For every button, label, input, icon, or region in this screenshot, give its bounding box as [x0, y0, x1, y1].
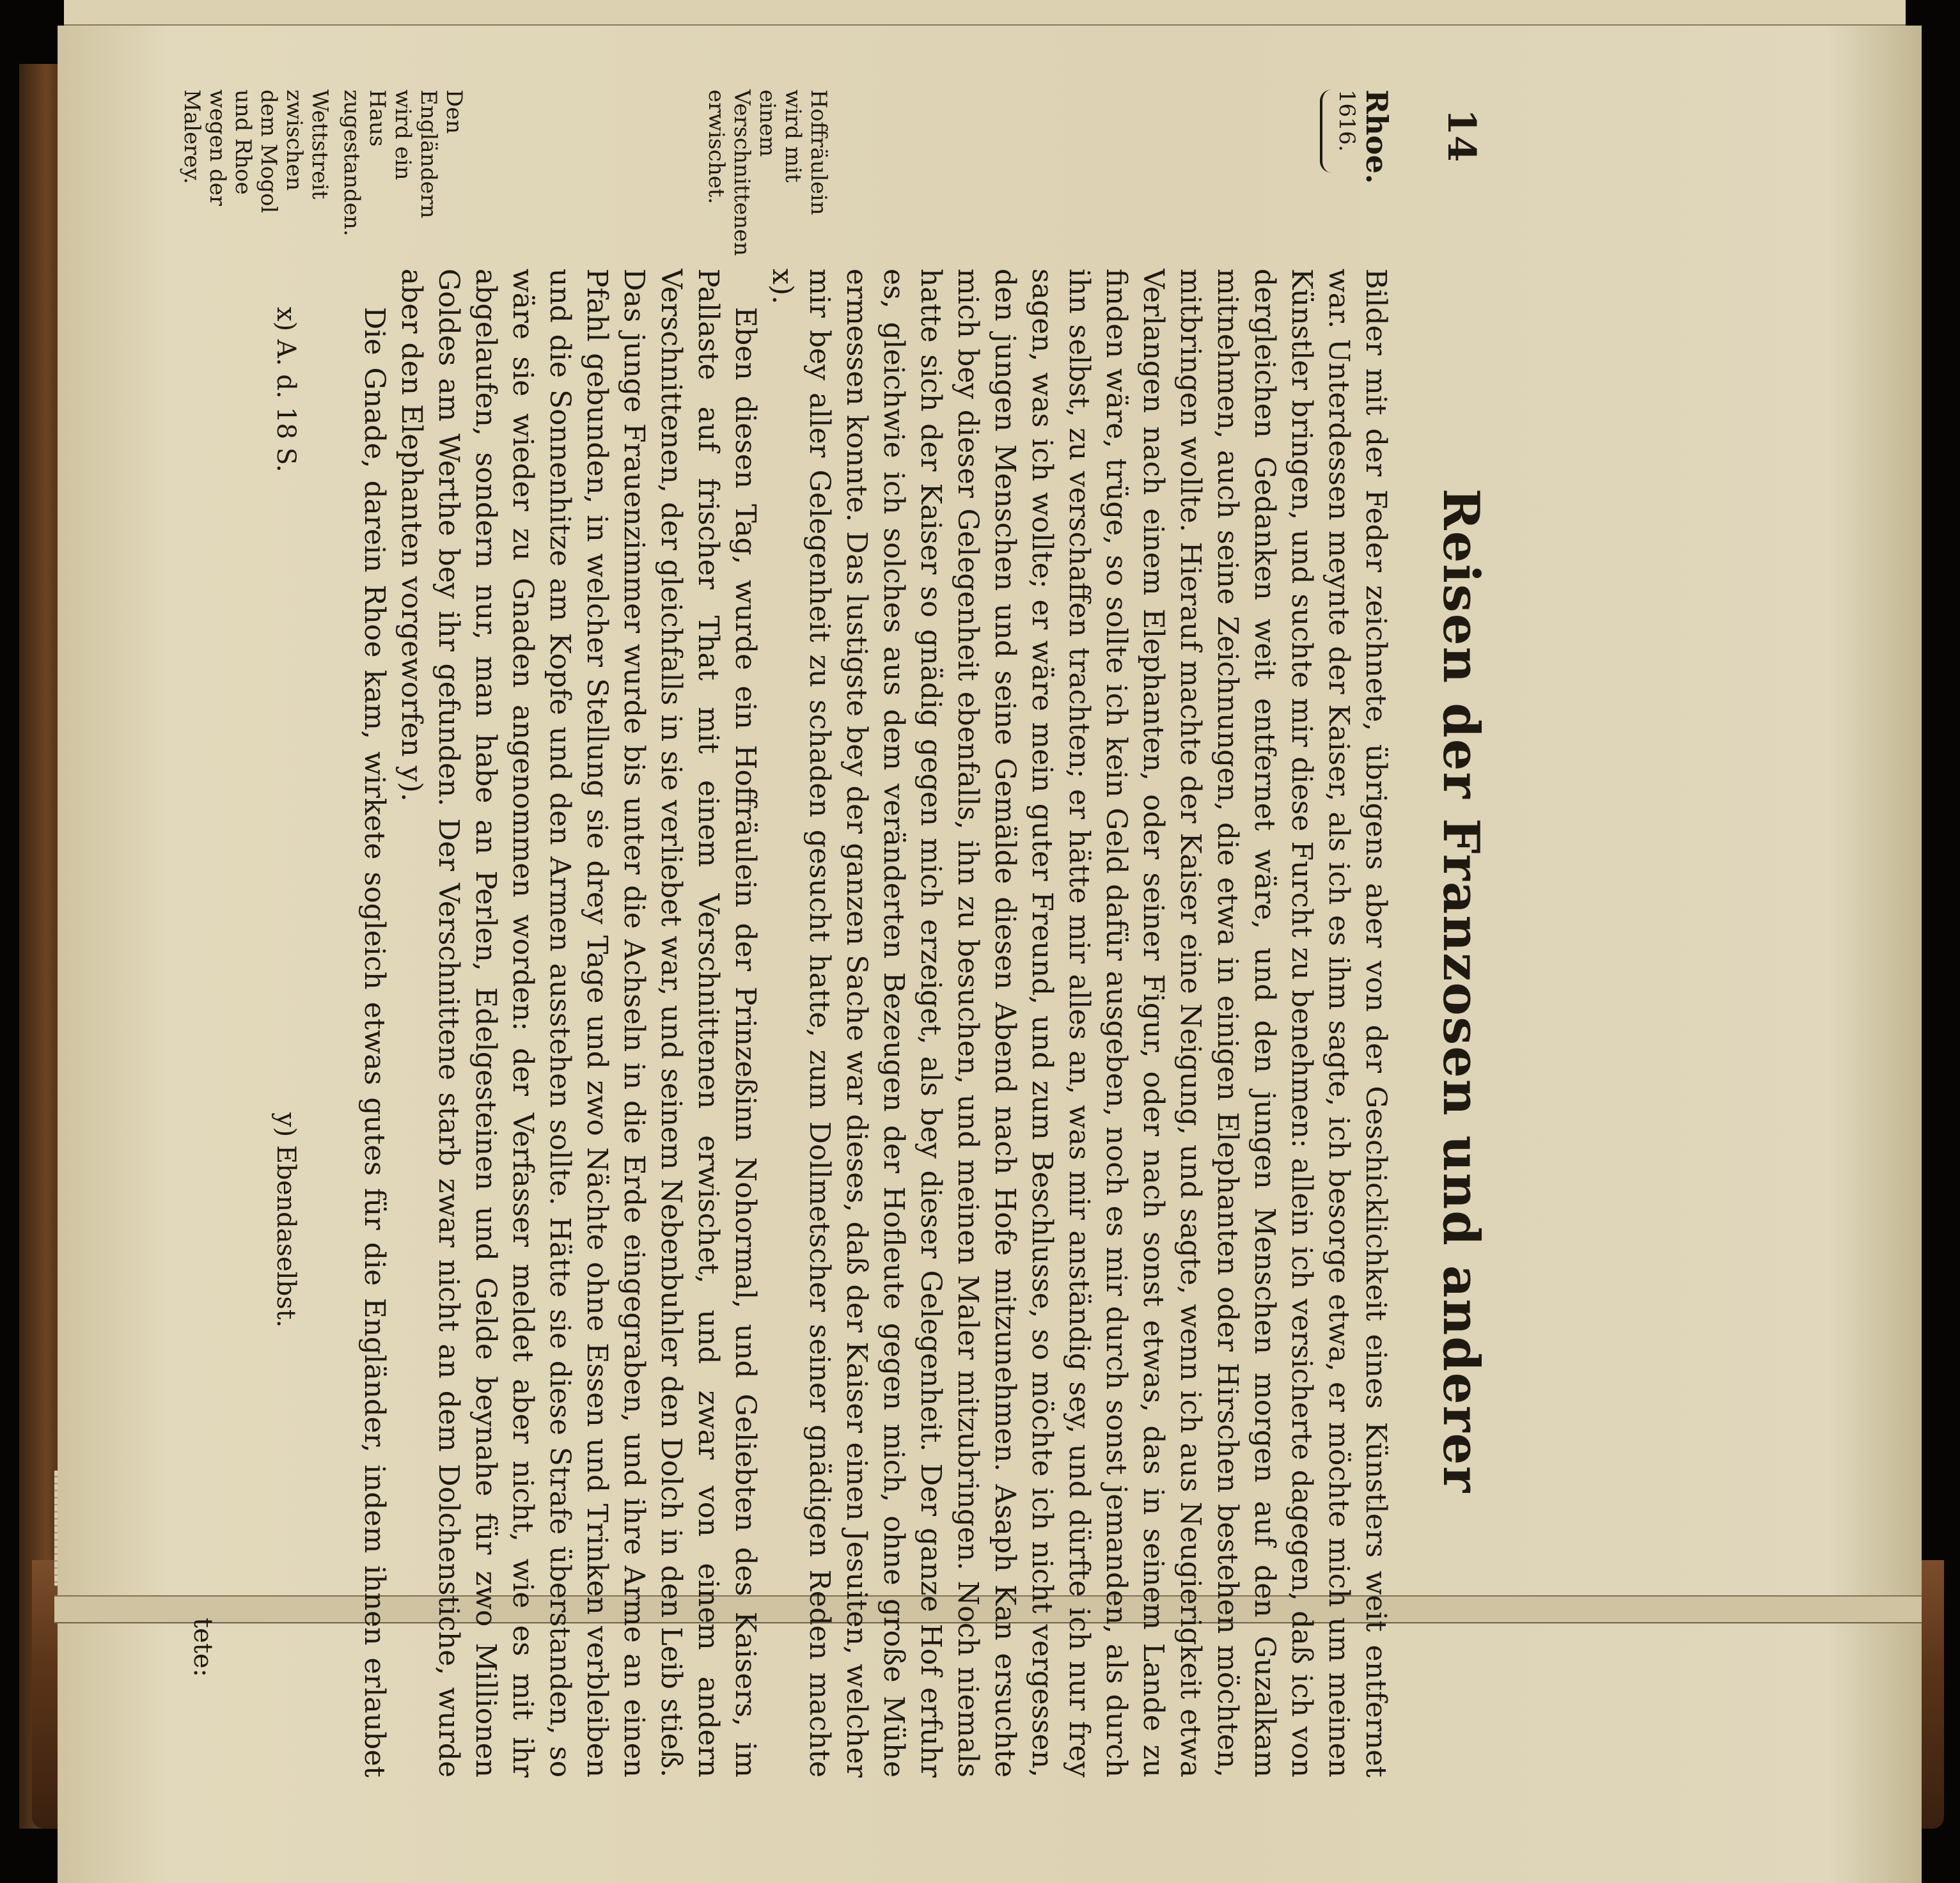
catchword: tete: [188, 1618, 217, 1677]
margin-note-3: Wettstreit zwischen dem Mogol und Rhoe wegen der Malerey. [179, 90, 333, 214]
brace-mark [1320, 90, 1331, 173]
printed-page [166, 83, 1490, 1809]
rotated-text-area [153, 83, 1490, 1835]
margin-note-2: Den Engländern wird ein Haus zugestanden. [339, 90, 467, 237]
margin-year: 1616. [1334, 90, 1360, 152]
facing-page-edge [64, 0, 1906, 26]
margin-notes [179, 83, 1394, 256]
margin-note-author [1320, 90, 1394, 243]
page-header [1407, 83, 1490, 1809]
paragraph-2: Eben diesen Tag, wurde ein Hoffräulein der Prinzeßinn Nohormal, und Geliebten des Kaisers, im Pallaste auf frischer That mit einem Verschnittenen erwischet, und zwar von einem andern Verschnittenen, der gleichfalls in sie verliebet war, und seinem Nebenbuhler den Dolch in den Leib stieß. Das junge Frauenzimmer wurde bis unter die Achseln in die Erde eingegraben, und ihre Arme an einen Pfahl gebunden, in welcher Stellung sie drey Tage und zwo Nächte ohne Essen und Trinken verbleiben und die Sonnenhitze am Kopfe und den Armen ausstehen sollte. Hätte sie diese Strafe überstanden, so wäre sie wieder zu Gnaden angenommen worden: der Verfasser meldet aber nicht, wie es mit ihr abgelaufen, sondern nur, man habe an Perlen, Edelgesteinen und Gelde beynahe für zwo Millionen Goldes am Werthe bey ihr gefunden. Der Verschnittene starb zwar nicht an dem Dolchenstiche, wurde aber den Elephanten vorgeworfen y). [395, 269, 762, 1778]
footnote-x: x) A. d. 18 S. [271, 307, 301, 473]
running-title: Reisen der Franzosen und anderer [1432, 488, 1490, 1494]
paragraph-3: Die Gnade, darein Rhoe kam, wirkete sogleich etwas gutes für die Engländer, indem ihnen erlaubet [358, 307, 391, 1778]
footnotes [224, 269, 313, 1778]
margin-note-1: Hoffräulein wird mit einem Verschnittenen erwischet. [703, 90, 831, 256]
paragraph-1: Bilder mit der Feder zeichnete, übrigens aber von der Geschicklichkeit eines Künstlers weit entfernet war. Unterdessen meynte der Kaiser, als ich es ihm sagte, ich besorge etwa, er möchte mich um meinen Künstler bringen, und suchte mir diese Furcht zu benehmen: allein ich versicherte dagegen, daß ich von dergleichen Gedanken weit entfernet wäre, und den jungen Menschen morgen auf den Guzalkam mitnehmen, auch seine Zeichnungen, die etwa in einigen Elephanten oder Hirschen bestehen möchten, mitbringen wollte. Hierauf machte der Kaiser eine Neigung, und sagte, wenn ich aus Neugierigkeit etwa Verlangen nach einem Elephanten, oder seiner Figur, oder nach sonst etwas, das in seinem Lande zu finden wäre, trüge, so sollte ich kein Geld dafür ausgeben, noch es mir durch sonst jemanden, als durch ihn selbst, zu verschaffen trachten; er hätte mir alles an, was mir anständig sey, und dürfte ich nur frey sagen, was ich wollte; er wäre mein guter Freund, und zum Beschlusse, so möchte ich nicht vergessen, den jungen Menschen und seine Gemälde diesen Abend nach Hofe mitzunehmen. Asaph Kan ersuchte mich bey dieser Gelegenheit ebenfalls, ihn zu besuchen, und meinen Maler mitzubringen. Noch niemals hatte sich der Kaiser so gnädig gegen mich erzeiget, als bey dieser Gelegenheit. Der ganze Hof erfuhr es, gleichwie ich solches aus dem veränderten Bezeugen der Hofleute gegen mich, ohne große Mühe ermessen konnte. Das lustigste bey der ganzen Sache war dieses, daß der Kaiser einen Jesuiten, welcher mir bey aller Gelegenheit zu schaden gesucht hatte, zum Dollmetscher seiner gnädigen Reden machte x). [766, 269, 1392, 1778]
footnote-y: y) Ebendaselbst. [271, 1113, 301, 1328]
page-number: 14 [1439, 109, 1484, 162]
body-text [358, 269, 1394, 1778]
margin-author-name: Rhoe. [1360, 90, 1394, 184]
